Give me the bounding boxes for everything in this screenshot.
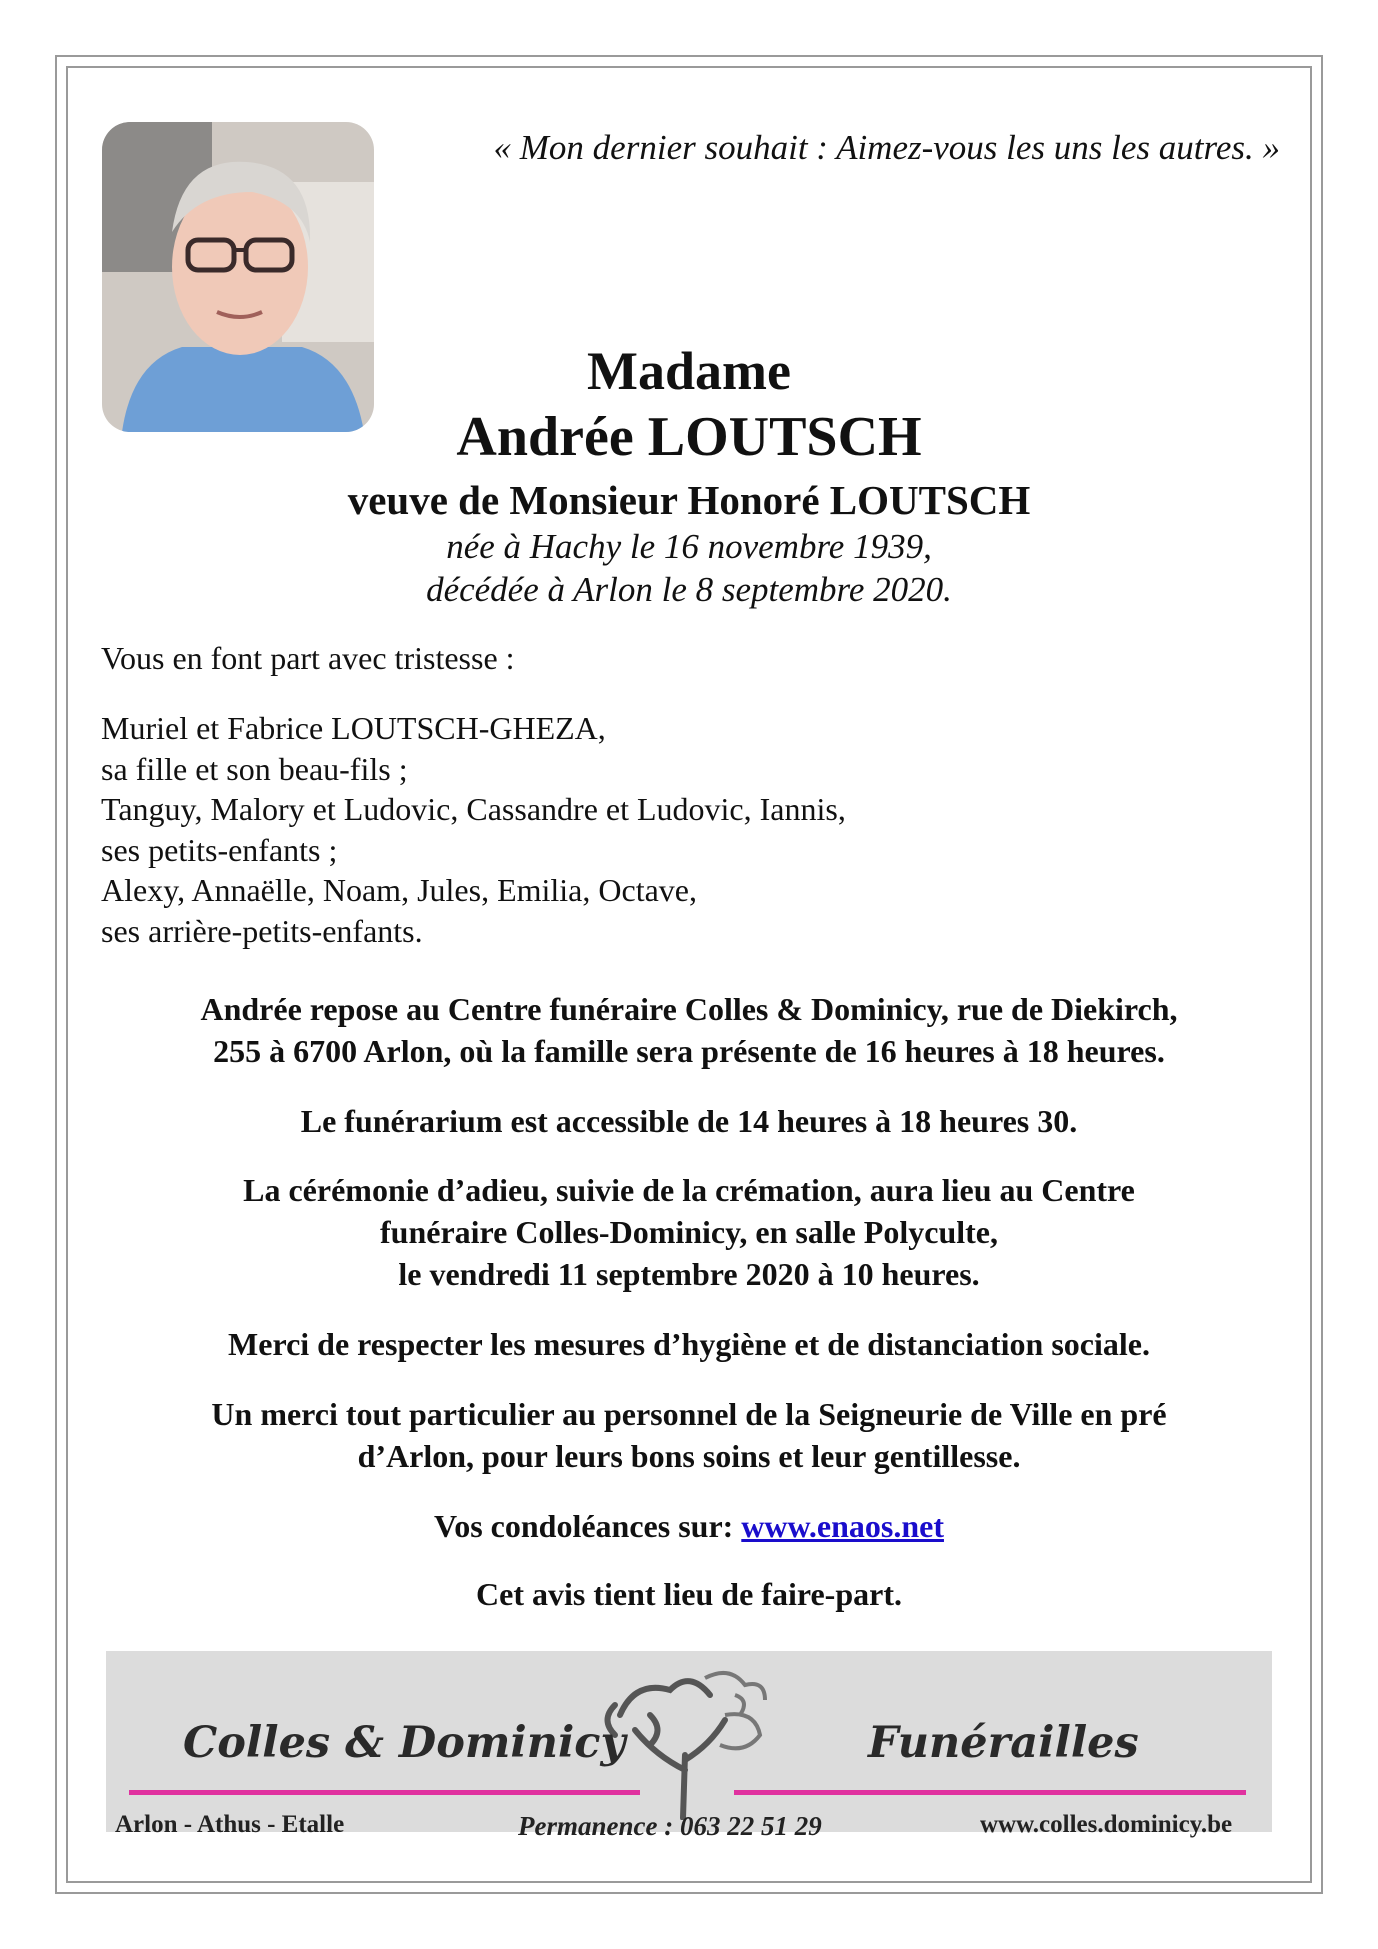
ceremony-line: le vendredi 11 septembre 2020 à 10 heures.	[398, 1256, 980, 1292]
death-info: décédée à Arlon le 8 septembre 2020.	[426, 570, 952, 609]
family-line: Muriel et Fabrice LOUTSCH-GHEZA,	[101, 710, 606, 746]
condolences-label: Vos condoléances sur:	[434, 1508, 734, 1544]
notice-statement: Cet avis tient lieu de faire-part.	[476, 1576, 902, 1612]
deceased-name: Andrée LOUTSCH	[456, 406, 922, 468]
family-line: ses arrière-petits-enfants.	[101, 912, 423, 949]
access-info: Le funérarium est accessible de 14 heures à 18 heures 30.	[300, 1103, 1078, 1139]
family-line: ses petits-enfants ;	[101, 831, 338, 868]
epitaph-quote: « Mon dernier souhait : Aimez-vous les uns les autres. »	[493, 128, 1280, 167]
thanks-line: d’Arlon, pour leurs bons soins et leur gentillesse.	[357, 1438, 1021, 1474]
birth-info: née à Hachy le 16 novembre 1939,	[446, 527, 932, 566]
thanks-line: Un merci tout particulier au personnel de la Seigneurie de Ville en pré	[211, 1396, 1167, 1432]
footer-locations: Arlon - Athus - Etalle	[115, 1811, 345, 1838]
ceremony-line: funéraire Colles-Dominicy, en salle Polyculte,	[380, 1214, 998, 1250]
salutation: Madame	[587, 341, 791, 401]
hygiene-notice: Merci de respecter les mesures d’hygiène et de distanciation sociale.	[228, 1326, 1150, 1362]
repose-line: 255 à 6700 Arlon, où la famille sera présente de 16 heures à 18 heures.	[213, 1033, 1165, 1069]
family-line: sa fille et son beau-fils ;	[101, 750, 408, 787]
condolences	[90, 1505, 1288, 1547]
repose-line: Andrée repose au Centre funéraire Colles & Dominicy, rue de Diekirch,	[200, 991, 1178, 1027]
accent-line-left	[129, 1790, 640, 1795]
condolences-link[interactable]: www.enaos.net	[741, 1508, 944, 1544]
family-line: Alexy, Annaëlle, Noam, Jules, Emilia, Octave,	[101, 872, 697, 908]
footer-permanence: Permanence : 063 22 51 29	[518, 1811, 822, 1841]
ceremony-info	[90, 1169, 1288, 1295]
brand-subtitle: Funérailles	[868, 1718, 1139, 1768]
intro-text: Vous en font part avec tristesse :	[101, 640, 515, 676]
ceremony-line: La cérémonie d’adieu, suivie de la crémation, aura lieu au Centre	[243, 1172, 1135, 1208]
widow-of: veuve de Monsieur Honoré LOUTSCH	[347, 477, 1031, 523]
thanks-message	[90, 1393, 1288, 1477]
footer-website: www.colles.dominicy.be	[980, 1811, 1233, 1838]
repose-info	[90, 988, 1288, 1072]
family-list	[101, 708, 846, 951]
accent-line-right	[734, 1790, 1246, 1795]
brand-name: Colles & Dominicy	[183, 1718, 626, 1768]
family-line: Tanguy, Malory et Ludovic, Cassandre et Ludovic, Iannis,	[101, 791, 846, 827]
